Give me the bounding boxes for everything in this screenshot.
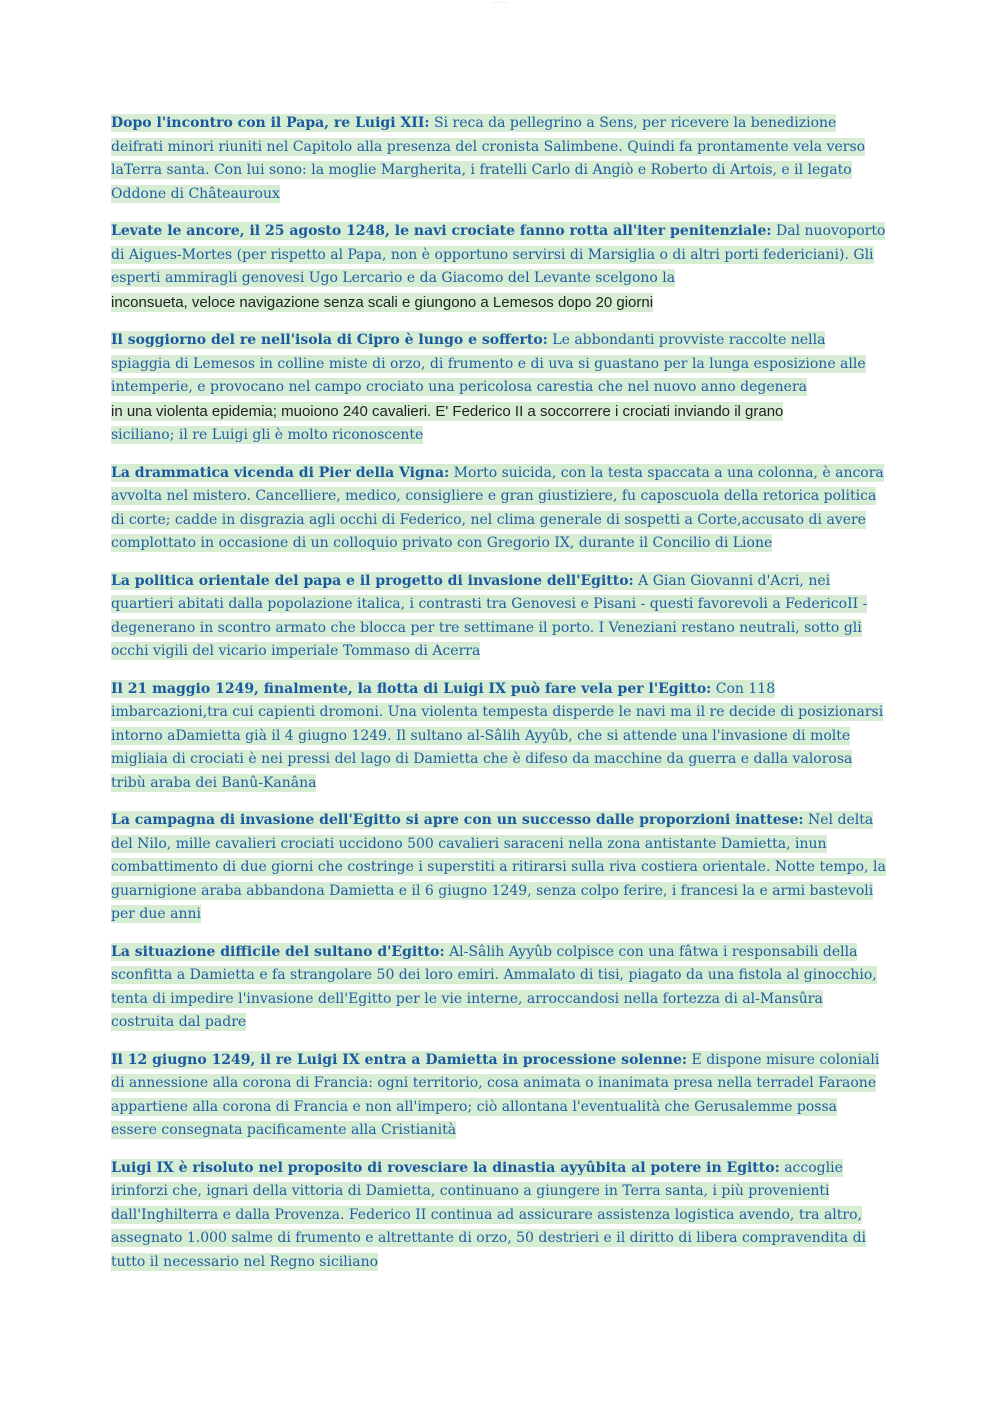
paragraph-5 — [111, 570, 886, 664]
paragraph-after-text: siciliano; il re Luigi gli è molto riconoscente — [111, 427, 424, 443]
paragraph-3 — [111, 329, 886, 448]
paragraph-text: accoglie irinforzi che, ignari della vittoria di Damietta, continuano a giungere in Terra santa, i più provenienti dall'Inghilterra e dalla Provenza. Federico II continua ad assicurare assistenza logistica avendo, tra altro, assegnato 1.000 salme di frumento e altrettante di orzo, 50 destrieri e il diritto di libera compravendita di tutto il necessario nel Regno siciliano — [111, 1159, 867, 1270]
paragraph-heading: Il soggiorno del re nell'isola di Cipro è lungo e sofferto: — [111, 332, 548, 348]
paragraph-text: Al-Sâlih Ayyûb colpisce con una fâtwa i responsabili della sconfitta a Damietta e fa strangolare 50 dei loro emiri. Ammalato di tisi, piagato da una fistola al ginocchio, tenta di impedire l'invasione dell'Egitto per le vie interne, arroccandosi nella fortezza di al-Mansûra costruita dal padre — [111, 943, 877, 1030]
paragraph-text: Nel delta del Nilo, mille cavalieri crociati uccidono 500 cavalieri saraceni nella zona antistante Damietta, inun combattimento di due giorni che costringe i superstiti a ritirarsi sulla riva costiera orientale. Notte tempo, la guarnigione araba abbandona Damietta e il 6 giugno 1249, senza colpo ferire, i francesi la e armi bastevoli per due anni — [111, 812, 886, 922]
paragraph-1 — [111, 112, 886, 206]
paragraph-text: E dispone misure coloniali di annessione alla corona di Francia: ogni territorio, cosa animata o inanimata presa nella terradel Faraone appartiene alla corona di Francia e non all'impero; ciò allontana l'eventualità che Gerusalemme possa essere consegnata pacificamente alla Cristianità — [111, 1051, 880, 1138]
paragraph-heading: La politica orientale del papa e il progetto di invasione dell'Egitto: — [111, 572, 634, 589]
paragraph-10 — [111, 1157, 886, 1275]
paragraph-text: Le abbondanti provviste raccolte nella spiaggia di Lemesos in colline miste di orzo, di frumento e di uva si guastano per la lunga esposizione alle intemperie, e provocano nel campo crociato una pericolosa carestia che nel nuovo anno degenera — [111, 332, 866, 395]
paragraph-text: Si reca da pellegrino a Sens, per ricevere la benedizione deifrati minori riuniti nel Capitolo alla presenza del cronista Salimbene. Quindi fa prontamente vela verso laTerra santa. Con lui sono: la moglie Margherita, i fratelli Carlo di Angiò e Roberto di Artois, e il legato Oddone di Châteauroux — [111, 115, 866, 202]
paragraph-text: Con 118 imbarcazioni,tra cui capienti dromoni. Una violenta tempesta disperde le navi ma il re decide di posizionarsi intorno aDamietta già il 4 giugno 1249. Il sultano al-Sâlih Ayyûb, che si attende una l'invasione di molte migliaia di crociati è nei pressi del lago di Damietta che è difeso da macchine da guerra e dalla valorosa tribù araba dei Banû-Kanâna — [111, 680, 884, 791]
paragraph-tail-text: in una violenta epidemia; muoiono 240 cavalieri. E' Federico II a soccorrere i crociati inviando il grano — [111, 402, 784, 420]
paragraph-4 — [111, 462, 886, 556]
paragraph-heading: La campagna di invasione dell'Egitto si apre con un successo dalle proporzioni inattese: — [111, 812, 804, 828]
paragraph-8 — [111, 941, 886, 1035]
paragraph-heading: Luigi IX è risoluto nel proposito di rovesciare la dinastia ayyûbita al potere in Egitto: — [111, 1159, 780, 1176]
paragraph-heading: Levate le ancore, il 25 agosto 1248, le navi crociate fanno rotta all'iter penitenziale: — [111, 223, 772, 239]
paragraph-heading: Dopo l'incontro con il Papa, re Luigi XII: — [111, 115, 430, 131]
paragraph-6 — [111, 678, 886, 796]
paragraph-tail-text: inconsueta, veloce navigazione senza scali e giungono a Lemesos dopo 20 giorni — [111, 293, 654, 311]
paragraph-heading: Il 12 giugno 1249, il re Luigi IX entra a Damietta in processione solenne: — [111, 1051, 688, 1068]
paragraph-heading: La situazione difficile del sultano d'Egitto: — [111, 943, 445, 960]
paragraph-9 — [111, 1049, 886, 1143]
document-body — [111, 112, 886, 1288]
paragraph-text: Dal nuovoporto di Aigues-Mortes (per rispetto al Papa, non è opportuno servirsi di Marsiglia o di altri porti federiciani). Gli esperti ammiragli genovesi Ugo Lercario e da Giacomo del Levante scelgono la — [111, 223, 886, 286]
paragraph-heading: Il 21 maggio 1249, finalmente, la flotta di Luigi IX può fare vela per l'Egitto: — [111, 680, 712, 697]
paragraph-text: A Gian Giovanni d'Acri, nei quartieri abitati dalla popolazione italica, i contrasti tra Genovesi e Pisani - questi favorevoli a FedericoII - degenerano in scontro armato che blocca per tre settimane il porto. I Veneziani restano neutrali, sotto gli occhi vigili del vicario imperiale Tommaso di Acerra — [111, 572, 868, 659]
paragraph-7 — [111, 809, 886, 927]
paragraph-2 — [111, 220, 886, 315]
paragraph-heading: La drammatica vicenda di Pier della Vigna: — [111, 464, 450, 481]
page-header-mark: · · · · — [493, 0, 507, 7]
paragraph-text: Morto suicida, con la testa spaccata a una colonna, è ancora avvolta nel mistero. Cancelliere, medico, consigliere e gran giustiziere, fu caposcuola della retorica politica di corte; cadde in disgrazia agli occhi di Federico, nel clima generale di sospetti a Corte,accusato di avere complottato in occasione di un colloquio privato con Gregorio IX, durante il Concilio di Lione — [111, 464, 884, 551]
